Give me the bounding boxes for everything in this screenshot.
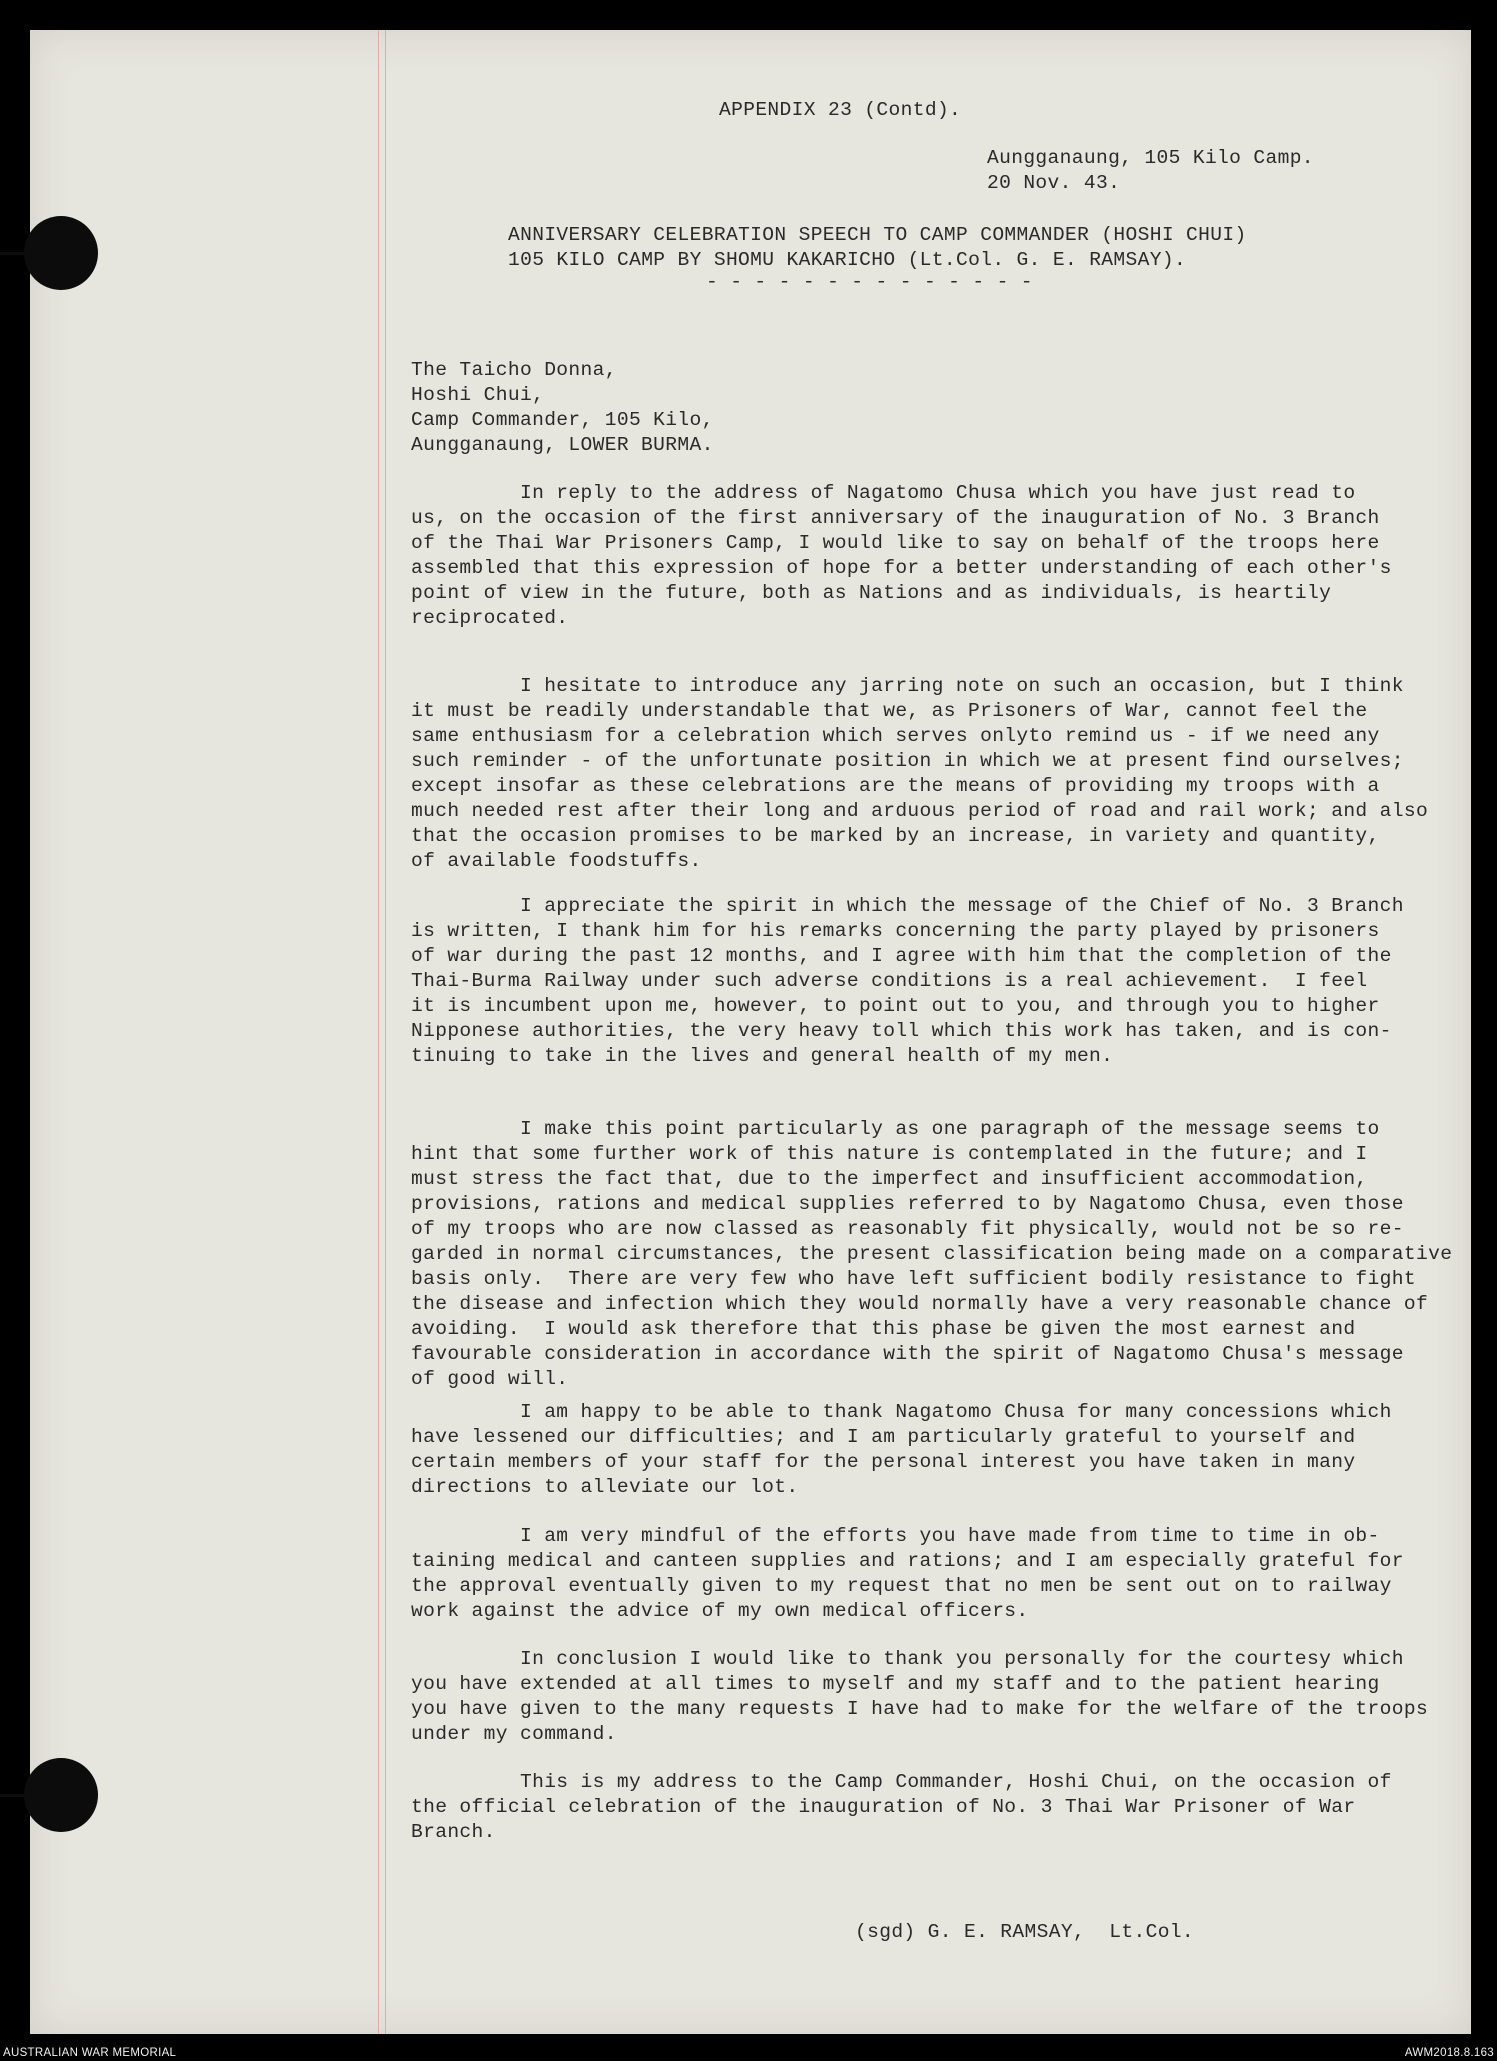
paragraph-line: it must be readily understandable that we, as Prisoners of War, cannot feel the <box>411 700 1368 722</box>
paragraph-line: under my command. <box>411 1723 617 1745</box>
paragraph-line: you have extended at all times to myself and my staff and to the patient hearing <box>411 1673 1380 1695</box>
paragraph-line: assembled that this expression of hope for a better understanding of each other's <box>411 557 1392 579</box>
paragraph-line: same enthusiasm for a celebration which serves onlyto remind us - if we need any <box>411 725 1380 747</box>
paragraph-line: you have given to the many requests I have had to make for the welfare of the troops <box>411 1698 1429 1720</box>
paragraph-line: of good will. <box>411 1368 569 1390</box>
paragraph-line: This is my address to the Camp Commander, Hoshi Chui, on the occasion of <box>411 1771 1392 1793</box>
paragraph-line: Thai-Burma Railway under such adverse conditions is a real achievement. I feel <box>411 970 1368 992</box>
title-underline: - - - - - - - - - - - - - - <box>706 271 1033 293</box>
margin-line-left <box>378 30 379 2034</box>
paragraph-line: taining medical and canteen supplies and rations; and I am especially grateful for <box>411 1550 1404 1572</box>
paragraph-line: basis only. There are very few who have left sufficient bodily resistance to fight <box>411 1268 1416 1290</box>
paragraph-line: I make this point particularly as one paragraph of the message seems to <box>411 1118 1380 1140</box>
paragraph-line: avoiding. I would ask therefore that this phase be given the most earnest and <box>411 1318 1356 1340</box>
paragraph-line: I appreciate the spirit in which the message of the Chief of No. 3 Branch <box>411 895 1404 917</box>
dateline-date: 20 Nov. 43. <box>987 172 1121 194</box>
paragraph-line: certain members of your staff for the personal interest you have taken in many <box>411 1451 1356 1473</box>
paragraph-line: it is incumbent upon me, however, to point out to you, and through you to higher <box>411 995 1380 1017</box>
paragraph-line: the approval eventually given to my request that no men be sent out on to railway <box>411 1575 1392 1597</box>
paragraph-line: hint that some further work of this nature is contemplated in the future; and I <box>411 1143 1368 1165</box>
paragraph-line: us, on the occasion of the first anniversary of the inauguration of No. 3 Branch <box>411 507 1380 529</box>
paragraph-line: must stress the fact that, due to the imperfect and insufficient accommodation, <box>411 1168 1368 1190</box>
paragraph-line: I hesitate to introduce any jarring note on such an occasion, but I think <box>411 675 1404 697</box>
addressee-line: Hoshi Chui, <box>411 384 545 406</box>
paragraph-line: directions to alleviate our lot. <box>411 1476 799 1498</box>
title-line-2: 105 KILO CAMP BY SHOMU KAKARICHO (Lt.Col. G. E. RAMSAY). <box>508 249 1187 271</box>
paragraph-line: of the Thai War Prisoners Camp, I would like to say on behalf of the troops here <box>411 532 1380 554</box>
paragraph-line: such reminder - of the unfortunate position in which we at present find ourselves; <box>411 750 1404 772</box>
addressee-line: The Taicho Donna, <box>411 359 617 381</box>
addressee-line: Aungganaung, LOWER BURMA. <box>411 434 714 456</box>
paragraph-line: Nipponese authorities, the very heavy toll which this work has taken, and is con- <box>411 1020 1392 1042</box>
paragraph-line: In reply to the address of Nagatomo Chusa which you have just read to <box>411 482 1356 504</box>
footer-accession: AWM2018.8.163 <box>1404 2047 1494 2059</box>
paragraph-line: favourable consideration in accordance with the spirit of Nagatomo Chusa's message <box>411 1343 1404 1365</box>
paragraph-line: have lessened our difficulties; and I am particularly grateful to yourself and <box>411 1426 1356 1448</box>
paragraph-line: I am very mindful of the efforts you have made from time to time in ob- <box>411 1525 1380 1547</box>
paragraph-line: Branch. <box>411 1821 496 1843</box>
binding-hole-top <box>24 216 98 290</box>
paragraph-line: is written, I thank him for his remarks concerning the party played by prisoners <box>411 920 1380 942</box>
paragraph-line: I am happy to be able to thank Nagatomo Chusa for many concessions which <box>411 1401 1392 1423</box>
document-page <box>30 30 1471 2034</box>
paragraph-line: point of view in the future, both as Nations and as individuals, is heartily <box>411 582 1332 604</box>
paragraph-line: garded in normal circumstances, the present classification being made on a comparative <box>411 1243 1453 1265</box>
footer-credit: AUSTRALIAN WAR MEMORIAL <box>3 2047 177 2059</box>
margin-line-right <box>385 30 386 2034</box>
paragraph-line: except insofar as these celebrations are the means of providing my troops with a <box>411 775 1380 797</box>
dateline-place: Aungganaung, 105 Kilo Camp. <box>987 147 1314 169</box>
appendix-heading: APPENDIX 23 (Contd). <box>719 99 962 121</box>
paragraph-line: of war during the past 12 months, and I agree with him that the completion of the <box>411 945 1392 967</box>
paragraph-line: of available foodstuffs. <box>411 850 702 872</box>
paragraph-line: much needed rest after their long and arduous period of road and rail work; and also <box>411 800 1429 822</box>
paragraph-line: the disease and infection which they would normally have a very reasonable chance of <box>411 1293 1429 1315</box>
paragraph-line: In conclusion I would like to thank you personally for the courtesy which <box>411 1648 1404 1670</box>
paragraph-line: reciprocated. <box>411 607 569 629</box>
signature: (sgd) G. E. RAMSAY, Lt.Col. <box>855 1921 1195 1943</box>
addressee-line: Camp Commander, 105 Kilo, <box>411 409 714 431</box>
paragraph-line: work against the advice of my own medical officers. <box>411 1600 1029 1622</box>
binding-hole-bottom <box>24 1758 98 1832</box>
paragraph-line: the official celebration of the inauguration of No. 3 Thai War Prisoner of War <box>411 1796 1356 1818</box>
paragraph-line: of my troops who are now classed as reasonably fit physically, would not be so re- <box>411 1218 1404 1240</box>
paragraph-line: provisions, rations and medical supplies referred to by Nagatomo Chusa, even those <box>411 1193 1404 1215</box>
paragraph-line: tinuing to take in the lives and general health of my men. <box>411 1045 1114 1067</box>
title-line-1: ANNIVERSARY CELEBRATION SPEECH TO CAMP COMMANDER (HOSHI CHUI) <box>508 224 1247 246</box>
paragraph-line: that the occasion promises to be marked by an increase, in variety and quantity, <box>411 825 1380 847</box>
